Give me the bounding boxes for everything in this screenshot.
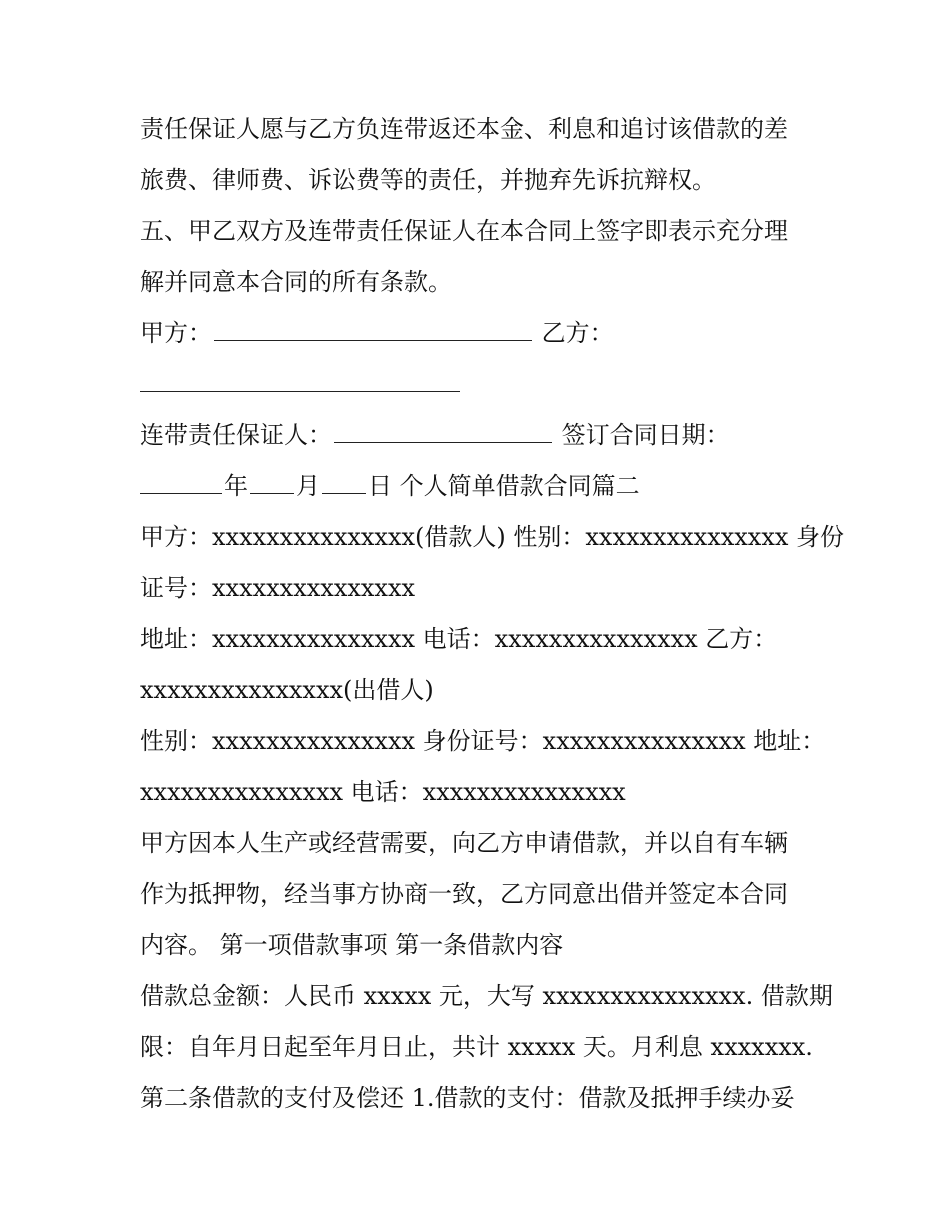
text-line: 第二条借款的支付及偿还 1.借款的支付：借款及抵押手续办妥: [140, 1084, 795, 1112]
guarantor-signature-blank[interactable]: [334, 412, 552, 443]
party-a-signature-blank[interactable]: [214, 310, 532, 341]
signature-line-party-b: [140, 359, 820, 410]
text-line: xxxxxxxxxxxxxxx 电话：xxxxxxxxxxxxxxx: [140, 778, 626, 806]
guarantor-label: 连带责任保证人：: [140, 421, 332, 449]
day-blank[interactable]: [322, 463, 366, 494]
text-line: 地址：xxxxxxxxxxxxxxx 电话：xxxxxxxxxxxxxxx 乙方：: [140, 625, 778, 653]
month-blank[interactable]: [250, 463, 294, 494]
party-b-label: 乙方：: [541, 319, 614, 347]
signature-line-parties: [140, 308, 820, 359]
text-line: 作为抵押物，经当事方协商一致，乙方同意出借并签定本合同: [140, 880, 788, 908]
year-label: 年: [224, 472, 248, 500]
party-b-signature-blank[interactable]: [140, 361, 460, 392]
signature-line-guarantor: [140, 410, 820, 461]
day-label: 日: [368, 472, 392, 500]
month-label: 月: [296, 472, 320, 500]
text-line: 证号：xxxxxxxxxxxxxxx: [140, 574, 416, 602]
text-line: 限：自年月日起至年月日止，共计 xxxxx 天。月利息 xxxxxxx.: [140, 1033, 813, 1061]
text-line: 甲方：xxxxxxxxxxxxxxx(借款人) 性别：xxxxxxxxxxxxxxx 身份: [140, 523, 845, 551]
text-line: xxxxxxxxxxxxxxx(出借人): [140, 676, 434, 704]
party-a-label: 甲方：: [140, 319, 212, 347]
text-line: 解并同意本合同的所有条款。: [140, 268, 452, 296]
text-line: 责任保证人愿与乙方负连带返还本金、利息和追讨该借款的差: [140, 115, 788, 143]
text-line: 性别：xxxxxxxxxxxxxxx 身份证号：xxxxxxxxxxxxxxx 地址：: [140, 727, 826, 755]
text-line: 借款总金额：人民币 xxxxx 元，大写 xxxxxxxxxxxxxxx. 借款期: [140, 982, 833, 1010]
year-blank[interactable]: [140, 463, 222, 494]
date-label: 签订合同日期：: [561, 421, 730, 449]
signature-line-date: [140, 461, 820, 512]
text-line: 甲方因本人生产或经营需要，向乙方申请借款，并以自有车辆: [140, 829, 788, 857]
document-body: [140, 104, 845, 1124]
text-line: 内容。 第一项借款事项 第一条借款内容: [140, 931, 564, 959]
text-line: 五、甲乙双方及连带责任保证人在本合同上签字即表示充分理: [140, 217, 788, 245]
section-title: 个人简单借款合同篇二: [399, 472, 640, 500]
text-line: 旅费、律师费、诉讼费等的责任，并抛弃先诉抗辩权。: [140, 166, 716, 194]
